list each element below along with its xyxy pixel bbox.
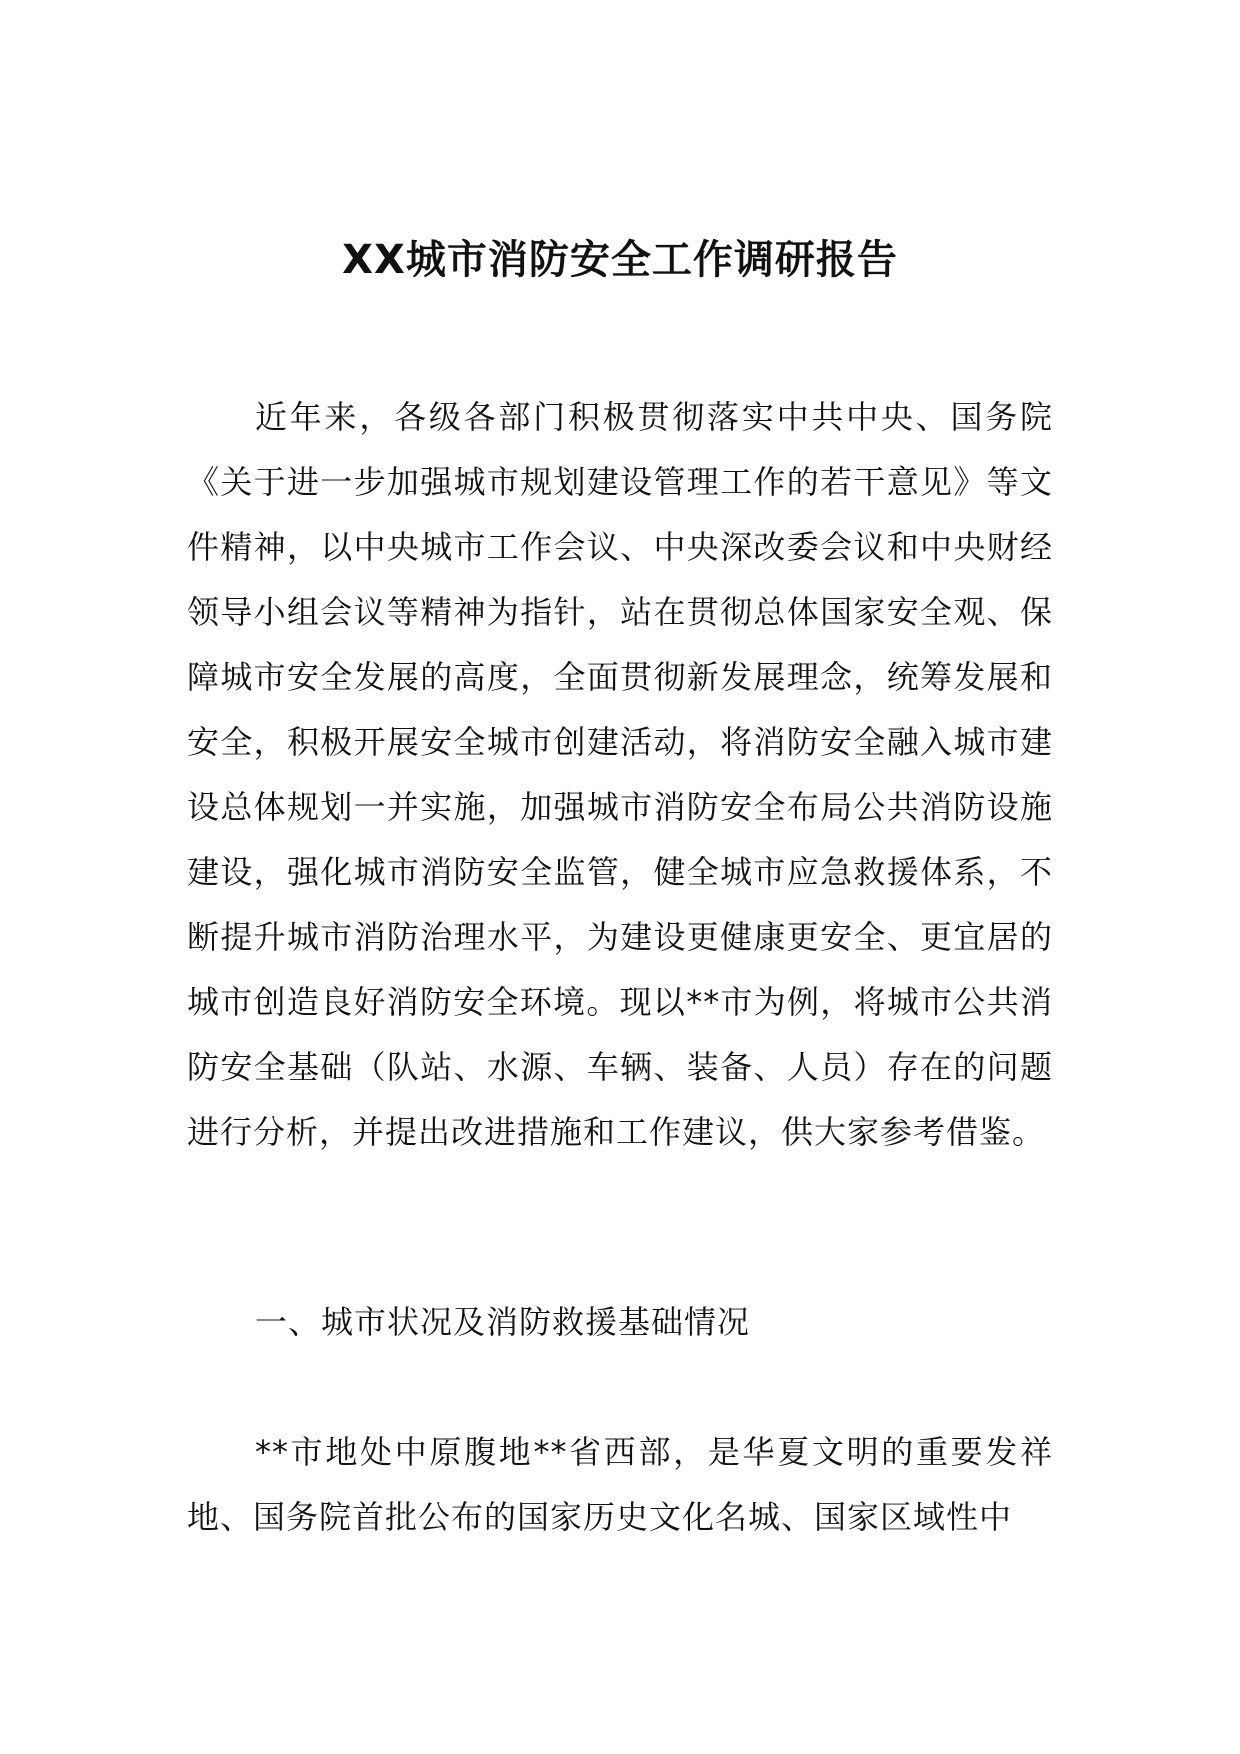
section-heading: 一、城市状况及消防救援基础情况: [255, 1303, 751, 1341]
intro-paragraph: 近年来，各级各部门积极贯彻落实中共中央、国务院《关于进一步加强城市规划建设管理工作的若干意见》等文件精神，以中央城市工作会议、中央深改委会议和中央财经领导小组会议等精神为指针，站在贯彻总体国家安全观、保障城市安全发展的高度，全面贯彻新发展理念，统筹发展和安全，积极开展安全城市创建活动，将消防安全融入城市建设总体规划一并实施，加强城市消防安全布局公共消防设施建设，强化城市消防安全监管，健全城市应急救援体系，不断提升城市消防治理水平，为建设更健康更安全、更宜居的城市创造良好消防安全环境。现以**市为例，将城市公共消防安全基础（队站、水源、车辆、装备、人员）存在的问题进行分析，并提出改进措施和工作建议，供大家参考借鉴。: [187, 398, 1053, 1151]
section-paragraph: **市地处中原腹地**省西部，是华夏文明的重要发祥地、国务院首批公布的国家历史文化名城、国家区域性中: [187, 1433, 1053, 1536]
report-title: XX城市消防安全工作调研报告: [342, 236, 898, 283]
